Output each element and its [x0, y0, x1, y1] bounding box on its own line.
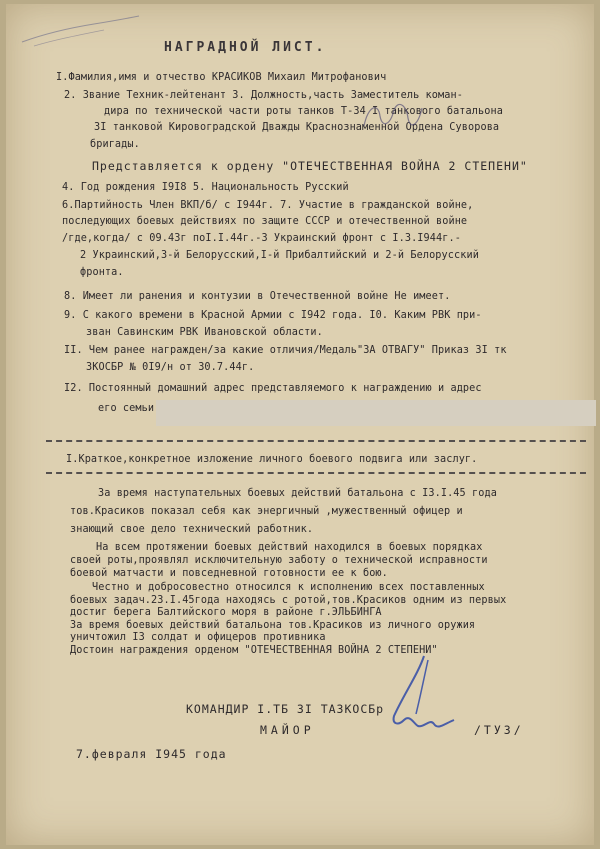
feat-line-12: Достоин награждения орденом "ОТЕЧЕСТВЕННАЯ ВОЙНА 2 СТЕПЕНИ" [70, 645, 438, 656]
line-army-since: 9. С какого времени в Красной Армии с I942 года. I0. Каким РВК при- [64, 310, 482, 321]
line-combat-4: фронта. [80, 267, 124, 278]
commander-surname: /ТУЗ/ [474, 723, 524, 737]
feat-line-6: боевой матчасти и повседневной готовности ее к бою. [70, 568, 388, 579]
commander-rank: МАЙОР [260, 723, 315, 737]
line-prior-awards: II. Чем ранее награжден/за какие отличия/Медаль"ЗА ОТВАГУ" Приказ 3I тк [64, 345, 507, 356]
feat-line-2: тов.Красиков показал себя как энергичный ,мужественный офицер и [70, 506, 463, 517]
handwritten-mark [356, 96, 426, 136]
feat-line-11: уничтожил I3 солдат и офицеров противника [70, 632, 326, 643]
feat-line-10: За время боевых действий батальона тов.Красиков из личного оружия [70, 620, 476, 631]
line-position-1: дира по технической части роты танков Т-34 I танкового батальона [104, 106, 503, 117]
commander-title: КОМАНДИР I.ТБ 3I ТАЗКОСБр [186, 702, 385, 716]
feat-line-9: достиг берега Балтийского моря в районе г.ЭЛЬБИНГА [70, 607, 382, 618]
redacted-address-block [156, 400, 596, 426]
line-combat-3: 2 Украинский,3-й Белорусский,I-й Прибалтийский и 2-й Белорусский [80, 250, 479, 261]
line-name: I.Фамилия,имя и отчество КРАСИКОВ Михаил Митрофанович [56, 72, 387, 83]
commander-signature [384, 654, 464, 744]
line-nominated-for: Представляется к ордену "ОТЕЧЕСТВЕННАЯ ВОЙНА 2 СТЕПЕНИ" [92, 159, 528, 173]
document-title: НАГРАДНОЙ ЛИСТ. [164, 40, 327, 55]
line-prior-awards-2: ЗКОСБР № 0I9/н от 30.7.44г. [86, 362, 255, 373]
line-combat-1: последующих боевых действиях по защите СССР и отечественной войне [62, 216, 468, 227]
line-rank: 2. Звание Техник-лейтенант 3. Должность,часть Заместитель коман- [64, 90, 463, 101]
corner-handwritten-note [14, 12, 144, 52]
feat-line-8: боевых задач.23.I.45года находясь с ротой,тов.Красиков одним из первых [70, 595, 507, 606]
divider-bottom [46, 472, 586, 474]
line-wounds: 8. Имеет ли ранения и контузии в Отечественной войне Не имеет. [64, 291, 451, 302]
line-address: I2. Постоянный домашний адрес представляемого к награждению и адрес [64, 383, 482, 394]
line-birth-year: 4. Год рождения I9I8 5. Национальность Русский [62, 182, 349, 193]
feat-line-5: своей роты,проявлял исключительную заботу о технической исправности [70, 555, 488, 566]
line-party: 6.Партийность Член ВКП/б/ с I944г. 7. Участие в гражданской войне, [62, 200, 474, 211]
line-combat-2: /где,когда/ с 09.43г поI.I.44г.-3 Украинский фронт с I.3.I944г.- [62, 233, 461, 244]
feat-line-4: На всем протяжении боевых действий находился в боевых порядках [96, 542, 483, 553]
feat-line-3: знающий свое дело технический работник. [70, 524, 314, 535]
line-family: его семьи [98, 403, 155, 414]
line-position-3: бригады. [90, 139, 140, 150]
feat-line-7: Честно и добросовестно относился к исполнению всех поставленных [92, 582, 485, 593]
award-sheet [6, 4, 594, 845]
section-heading: I.Краткое,конкретное изложение личного боевого подвига или заслуг. [66, 454, 478, 465]
line-position-2: 3I танковой Кировоградской Дважды Краснознаменной Ордена Суворова [94, 122, 500, 133]
line-drafted-by: зван Савинским РВК Ивановской области. [86, 327, 323, 338]
divider-top [46, 440, 586, 442]
document-date: 7.февраля I945 года [76, 747, 227, 761]
feat-line-1: За время наступательных боевых действий батальона с I3.I.45 года [98, 488, 497, 499]
